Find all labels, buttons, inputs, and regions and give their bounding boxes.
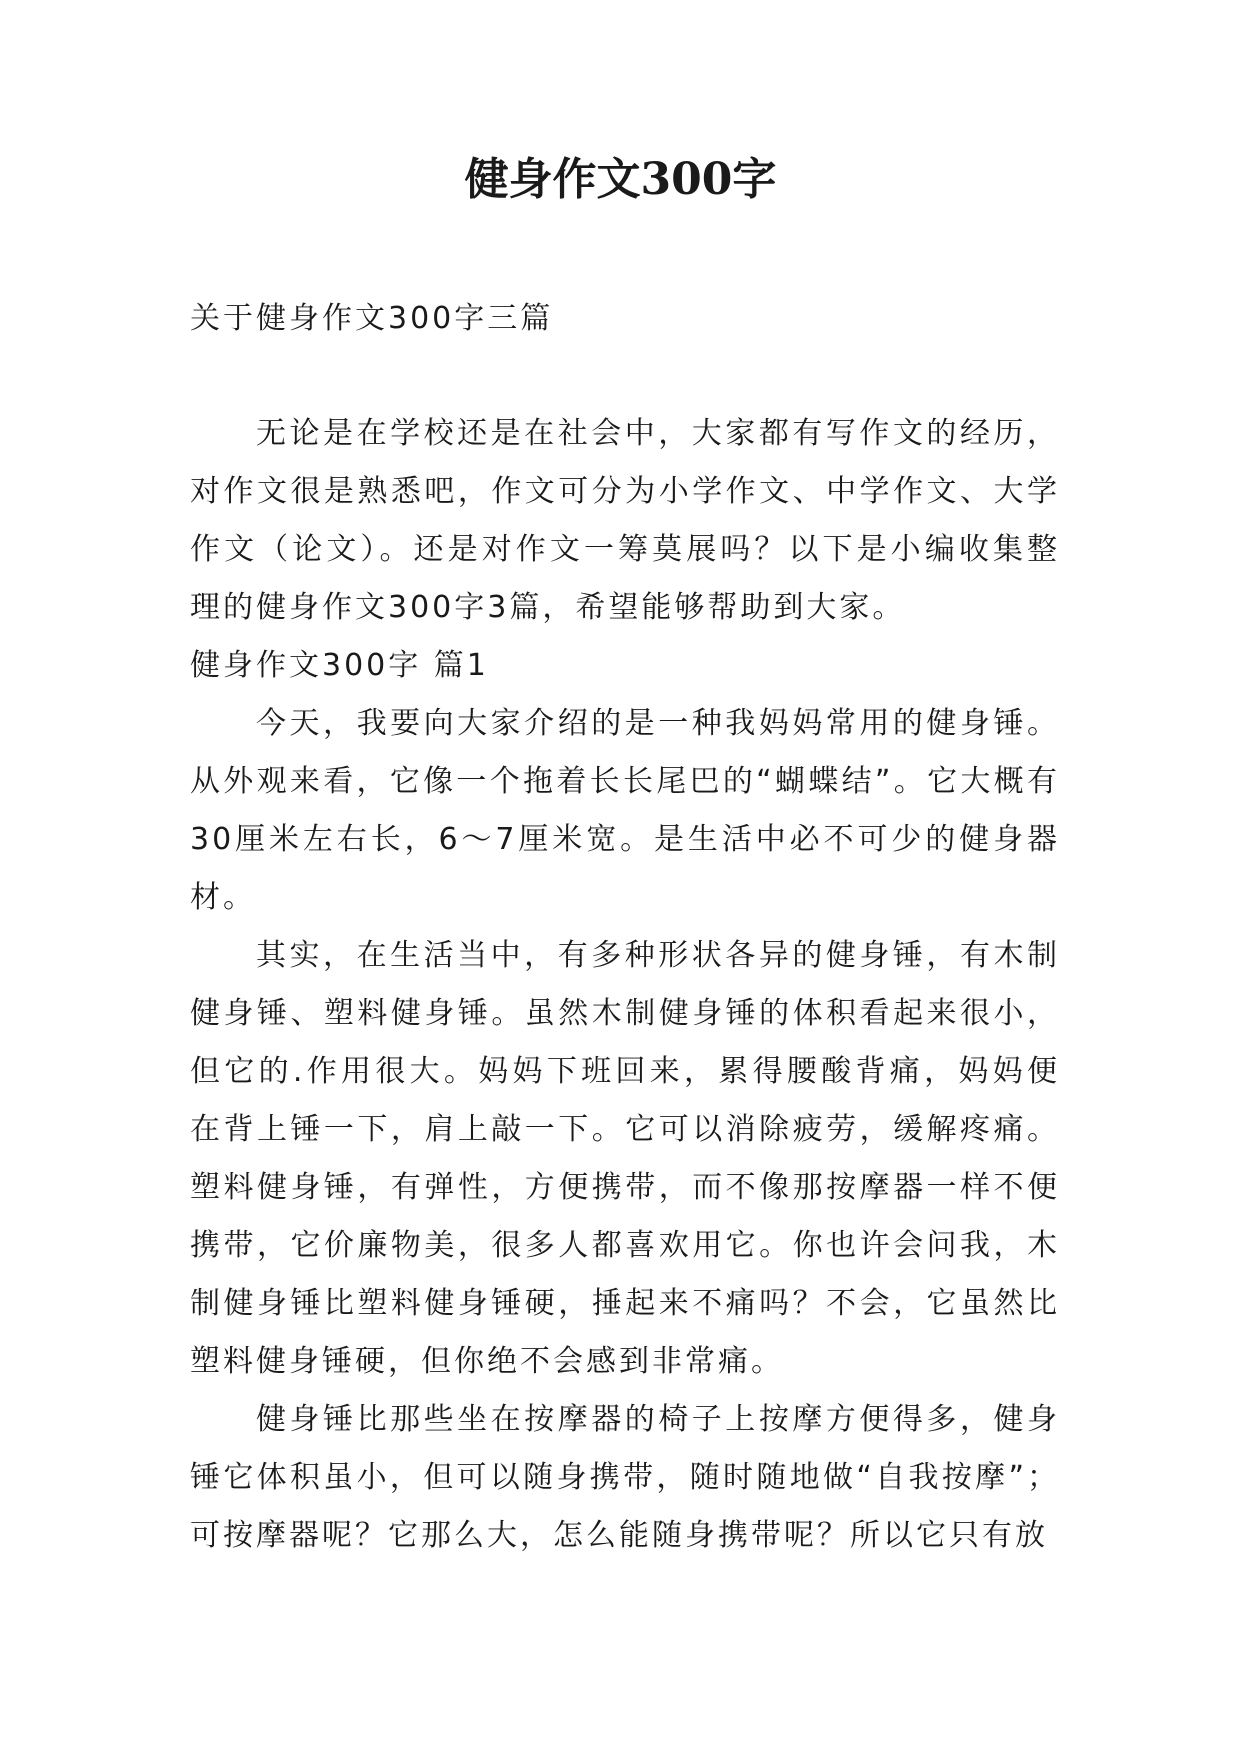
body-paragraph-2: 其实，在生活当中，有多种形状各异的健身锤，有木制健身锤、塑料健身锤。虽然木制健身锤的体积看起来很小，但它的.作用很大。妈妈下班回来，累得腰酸背痛，妈妈便在背上锤一下，肩上敲一下。它可以消除疲劳，缓解疼痛。塑料健身锤，有弹性，方便携带，而不像那按摩器一样不便携带，它价廉物美，很多人都喜欢用它。你也许会问我，木制健身锤比塑料健身锤硬，捶起来不痛吗？不会，它虽然比塑料健身锤硬，但你绝不会感到非常痛。 <box>190 938 1060 1379</box>
document-title: 健身作文300字 <box>464 154 777 205</box>
body-paragraph-3: 健身锤比那些坐在按摩器的椅子上按摩方便得多，健身锤它体积虽小，但可以随身携带，随时随地做“自我按摩”；可按摩器呢？它那么大，怎么能随身携带呢？所以它只有放 <box>190 1402 1060 1553</box>
document-subtitle: 关于健身作文300字三篇 <box>190 301 554 336</box>
section-heading: 健身作文300字 篇1 <box>190 648 489 683</box>
intro-paragraph: 无论是在学校还是在社会中，大家都有写作文的经历，对作文很是熟悉吧，作文可分为小学作文、中学作文、大学作文（论文）。还是对作文一筹莫展吗？以下是小编收集整理的健身作文300字3篇，希望能够帮助到大家。 <box>190 416 1060 625</box>
body-paragraph-1: 今天，我要向大家介绍的是一种我妈妈常用的健身锤。从外观来看，它像一个拖着长长尾巴的“蝴蝶结”。它大概有30厘米左右长，6～7厘米宽。是生活中必不可少的健身器材。 <box>190 706 1060 915</box>
document-body <box>190 405 1060 1565</box>
